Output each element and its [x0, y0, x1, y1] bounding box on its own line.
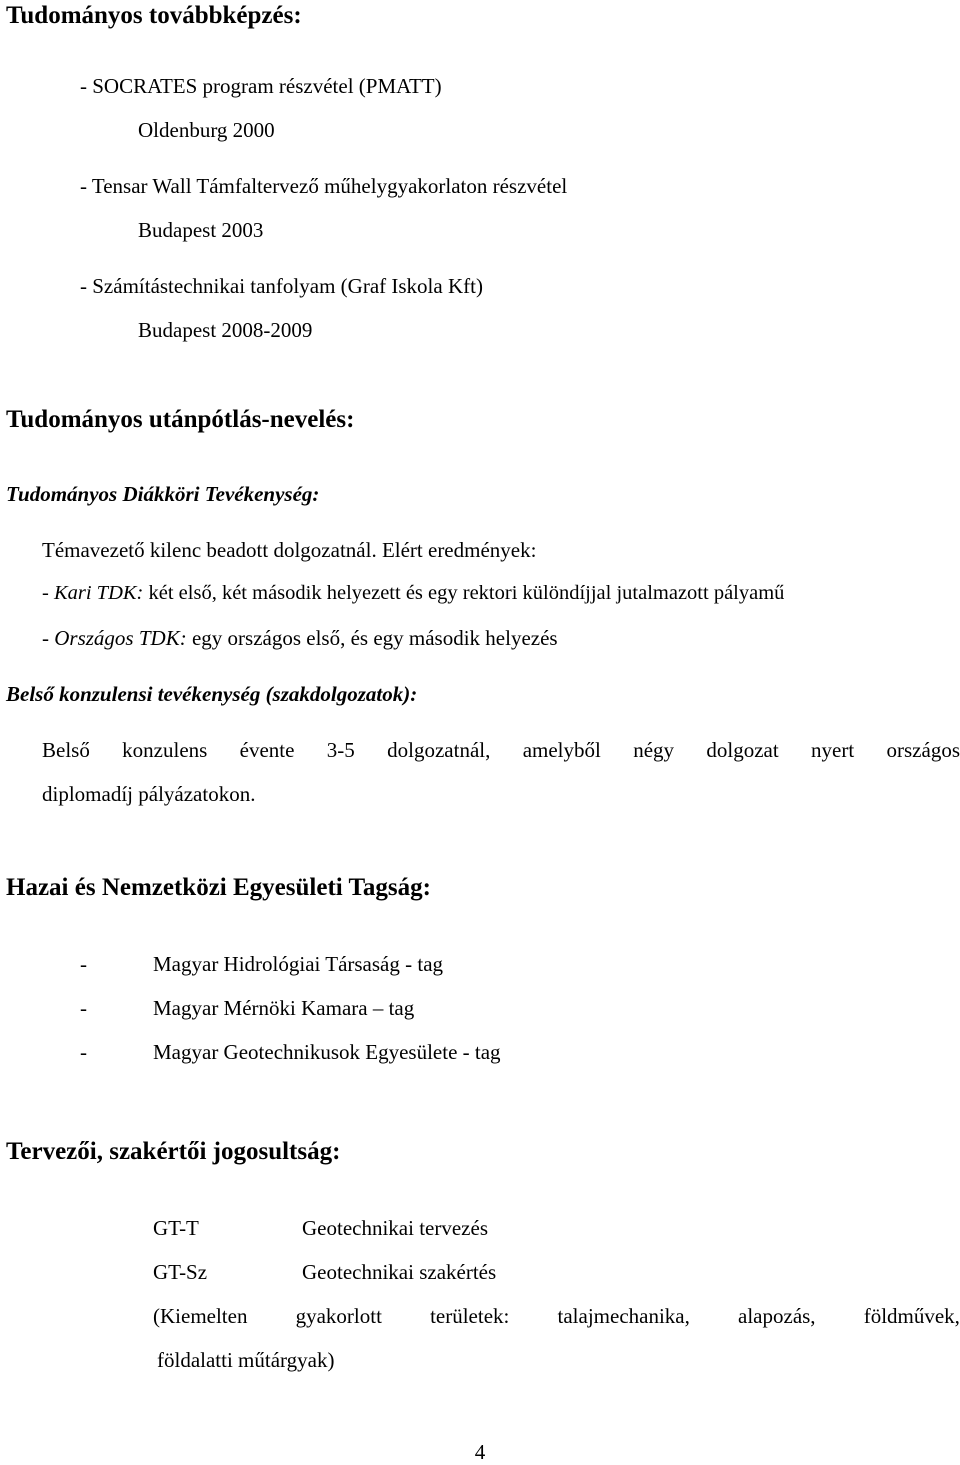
- qualification-code: GT-Sz: [153, 1260, 208, 1284]
- note-word: talajmechanika,: [557, 1304, 690, 1328]
- list-item: - SOCRATES program részvétel (PMATT): [80, 74, 442, 98]
- result-label: Országos TDK:: [54, 626, 187, 650]
- list-dash: -: [80, 996, 87, 1020]
- result-prefix: -: [42, 626, 55, 650]
- note-word: (Kiemelten: [153, 1304, 248, 1328]
- list-dash: -: [80, 952, 87, 976]
- list-dash: -: [80, 1040, 87, 1064]
- list-item-detail: Budapest 2008-2009: [138, 318, 313, 342]
- note-word: földművek,: [863, 1304, 960, 1328]
- note-word: alapozás,: [738, 1304, 816, 1328]
- list-item: - Számítástechnikai tanfolyam (Graf Iskola Kft): [80, 274, 483, 298]
- membership-item: Magyar Hidrológiai Társaság - tag: [153, 952, 444, 976]
- consultant-text-line: diplomadíj pályázatokon.: [42, 782, 256, 806]
- membership-item: Magyar Mérnöki Kamara – tag: [153, 996, 415, 1020]
- tdk-intro: Témavezető kilenc beadott dolgozatnál. Elért eredmények:: [42, 538, 537, 562]
- section-title-research-mentoring: Tudományos utánpótlás-nevelés:: [6, 406, 355, 433]
- result-prefix: -: [42, 582, 54, 604]
- qualification-desc: Geotechnikai tervezés: [302, 1216, 488, 1240]
- result-text: egy országos első, és egy második helyezés: [186, 626, 558, 650]
- result-label: Kari TDK:: [53, 582, 144, 604]
- result-item: [42, 582, 784, 605]
- qualification-note-line: földalatti műtárgyak): [157, 1348, 335, 1372]
- qualification-note-line: [153, 1304, 960, 1329]
- result-text: két első, két második helyezett és egy rektori különdíjjal jutalmazott pályamű: [143, 582, 785, 604]
- qualification-desc: Geotechnikai szakértés: [302, 1260, 497, 1284]
- list-item-detail: Oldenburg 2000: [138, 118, 275, 142]
- page-number: 4: [474, 1440, 486, 1464]
- note-word: területek:: [430, 1304, 510, 1328]
- section-title-qualifications: Tervezői, szakértői jogosultság:: [6, 1138, 341, 1165]
- qualification-code: GT-T: [153, 1216, 199, 1240]
- consultant-subtitle: Belső konzulensi tevékenység (szakdolgozatok):: [6, 682, 418, 706]
- section-title-continuing-education: Tudományos továbbképzés:: [6, 2, 302, 29]
- tdk-subtitle: Tudományos Diákköri Tevékenység:: [6, 482, 320, 506]
- list-item-detail: Budapest 2003: [138, 218, 264, 242]
- section-title-memberships: Hazai és Nemzetközi Egyesületi Tagság:: [6, 874, 431, 901]
- note-word: gyakorlott: [295, 1304, 382, 1328]
- membership-item: Magyar Geotechnikusok Egyesülete - tag: [153, 1040, 501, 1064]
- consultant-text-line: Belső konzulens évente 3-5 dolgozatnál, amelyből négy dolgozat nyert országos: [42, 738, 960, 762]
- list-item: - Tensar Wall Támfaltervező műhelygyakorlaton részvétel: [80, 174, 568, 198]
- result-item: [42, 626, 558, 651]
